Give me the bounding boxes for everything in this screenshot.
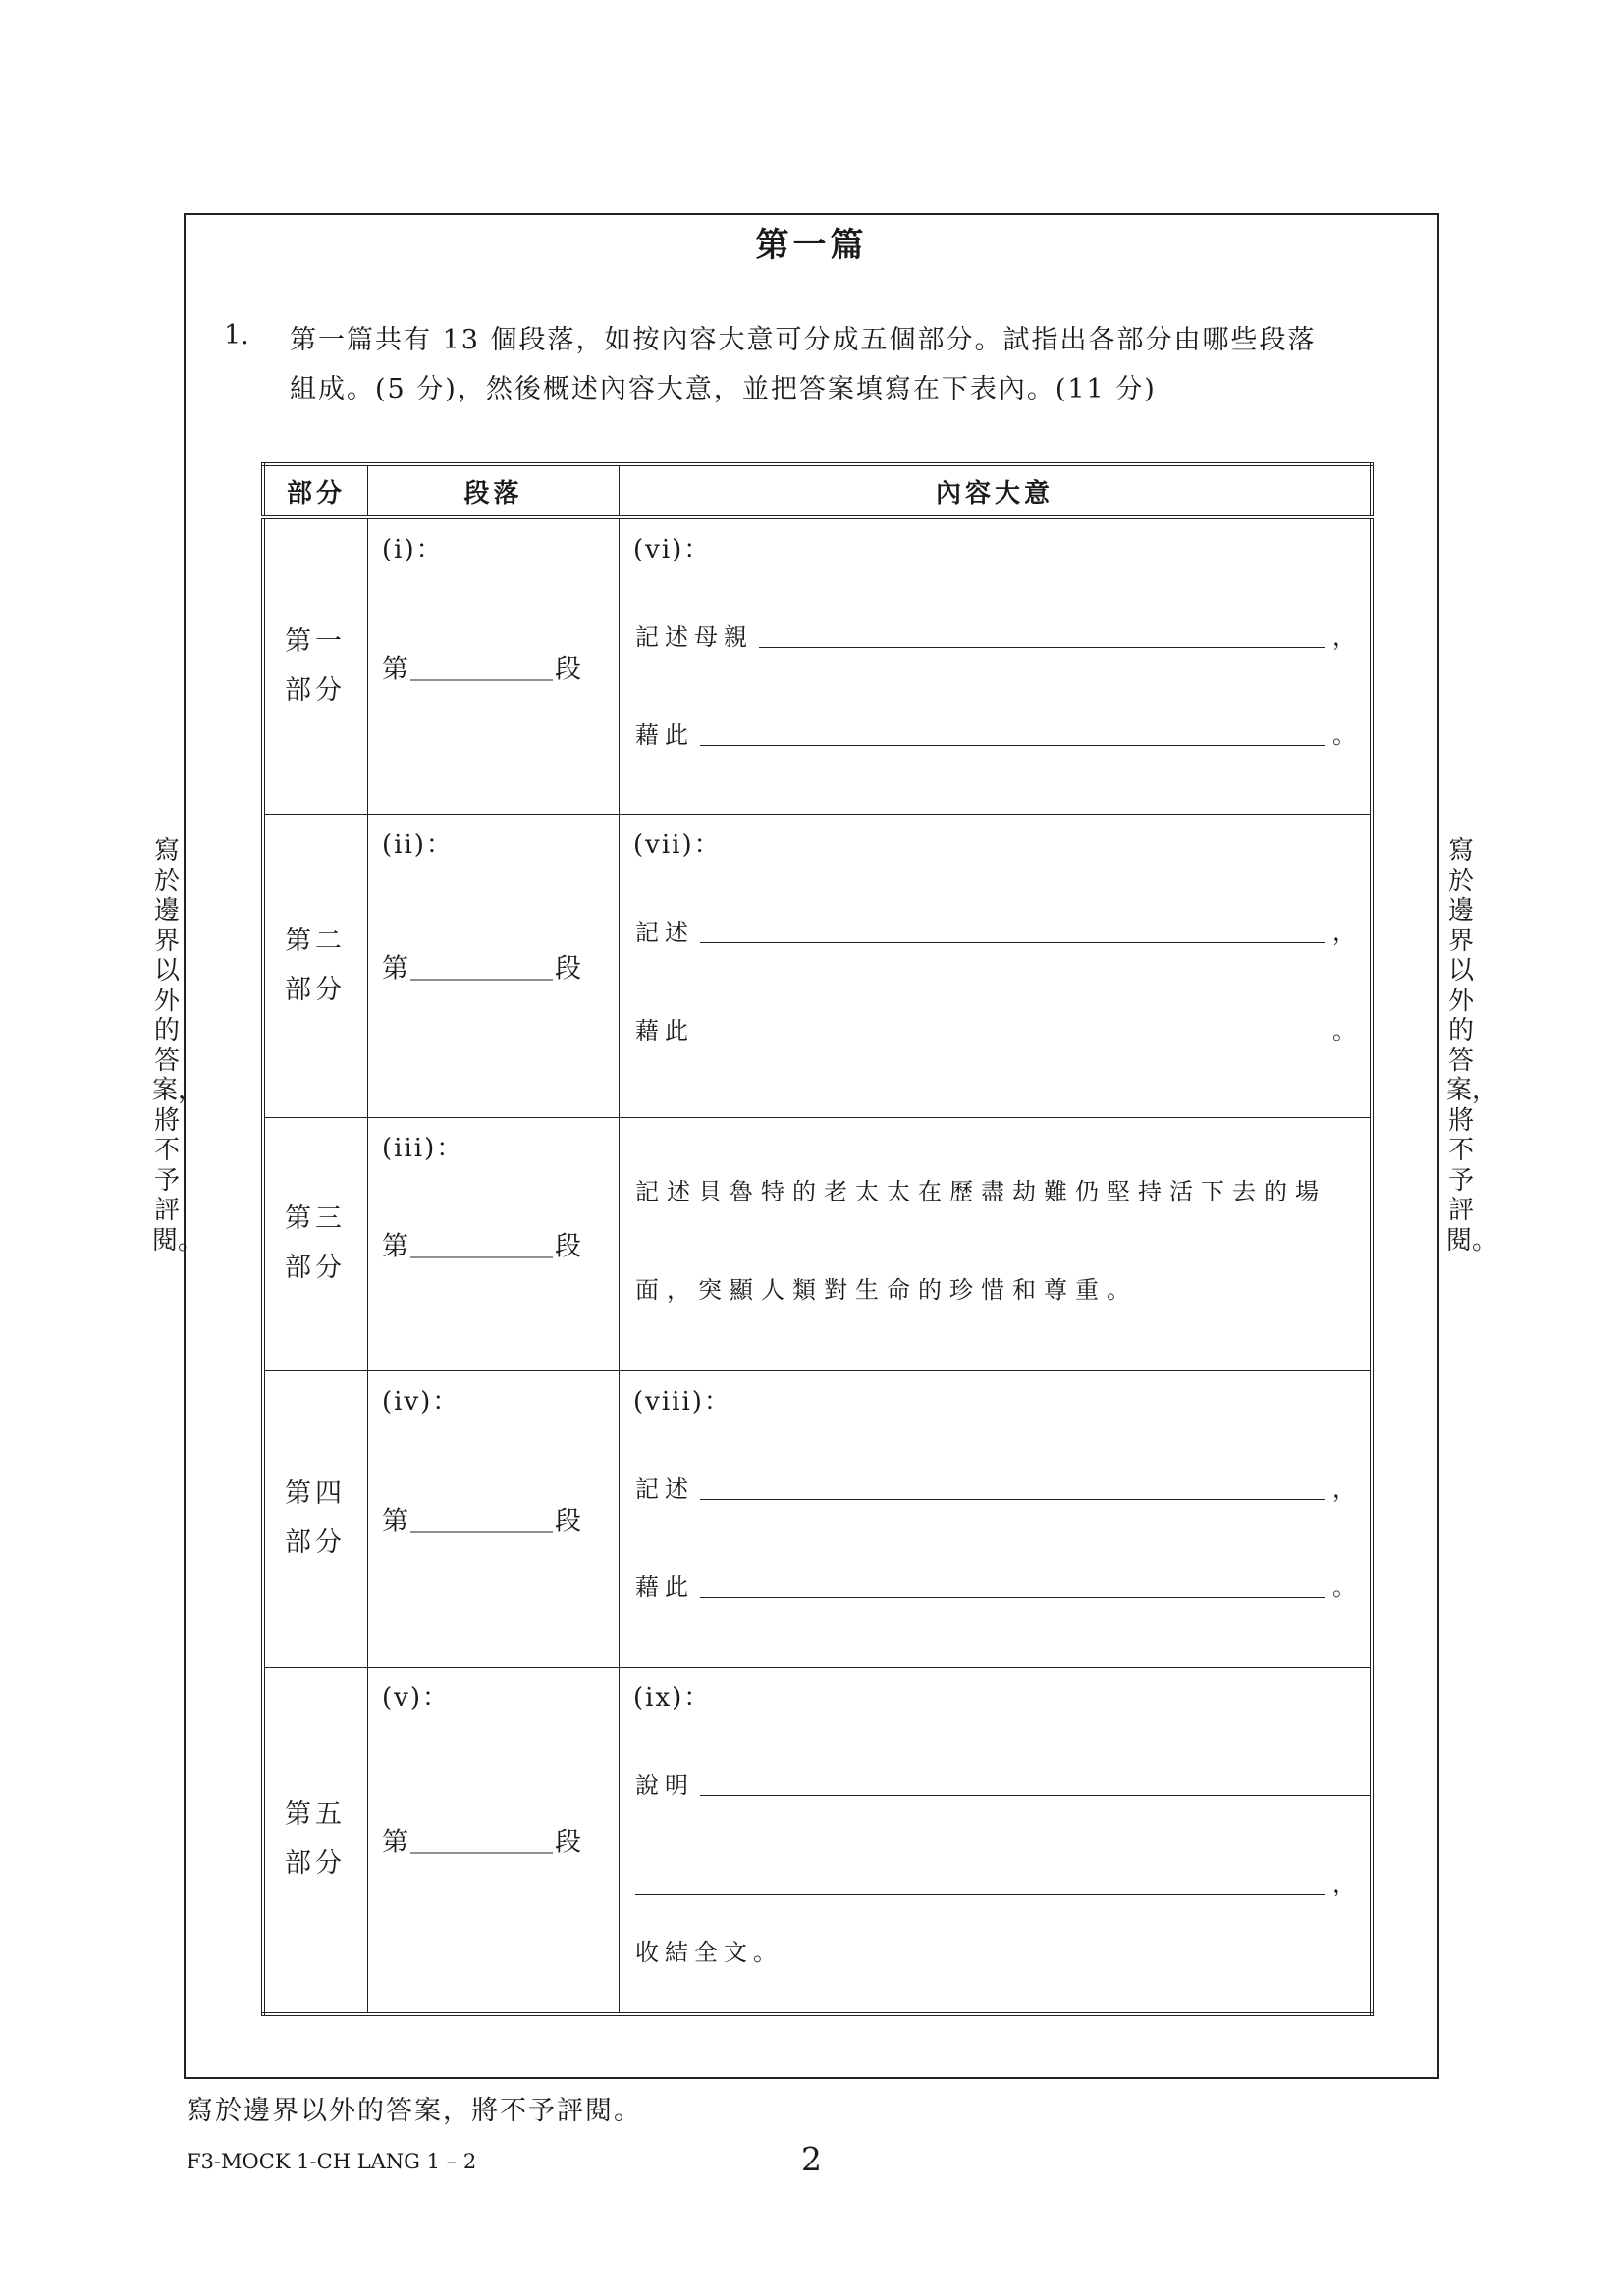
paragraph-answer-blank[interactable] — [410, 1826, 553, 1854]
question-number: 1. — [224, 320, 249, 350]
paragraph-label: (iv)： — [382, 1386, 460, 1416]
paragraph-answer-blank[interactable] — [410, 652, 553, 680]
header-part: 部分 — [263, 464, 368, 517]
paragraph-label: (v)： — [382, 1682, 450, 1713]
content-answer-line[interactable] — [635, 1868, 1325, 1895]
content-answer-line[interactable] — [700, 917, 1325, 943]
table-row — [263, 814, 1372, 1117]
content-answer-line[interactable] — [700, 720, 1325, 746]
table-row — [263, 1370, 1372, 1667]
content-label: (viii)： — [633, 1386, 731, 1416]
page-number: 2 — [801, 2140, 822, 2178]
content-label: (ix)： — [633, 1682, 712, 1713]
question-text — [290, 316, 1409, 414]
answer-table — [261, 462, 1374, 2016]
paragraph-cell: (iii)： 第 段 — [368, 1117, 620, 1370]
paragraph-answer-blank[interactable] — [410, 1230, 553, 1258]
section-title: 第一篇 — [755, 226, 868, 265]
content-cell: (viii)： 記述 ， 藉此 。 — [620, 1370, 1373, 1667]
paragraph-label: (i)： — [382, 535, 444, 564]
paragraph-cell: (ii)： 第 段 — [368, 814, 620, 1117]
paragraph-cell: (v)： 第 段 — [368, 1667, 620, 2014]
paragraph-answer-blank[interactable] — [410, 1505, 553, 1533]
part-cell: 第一 部分 — [263, 517, 368, 814]
content-label: (vii)： — [633, 829, 722, 860]
right-margin-note: 寫於邊界以外的答案，將不予評閱。 — [1446, 836, 1498, 1255]
content-answer-line[interactable] — [700, 1015, 1325, 1041]
question-text-line2: 組成。(5 分)，然後概述內容大意，並把答案填寫在下表內。(11 分) — [290, 374, 1157, 404]
paragraph-label: (ii)： — [382, 829, 454, 860]
content-answer-line[interactable] — [700, 1572, 1325, 1598]
paper-code: F3-MOCK 1-CH LANG 1 – 2 — [187, 2150, 477, 2173]
content-answer-line[interactable] — [700, 1473, 1325, 1500]
table-row — [263, 1117, 1372, 1370]
header-paragraph: 段落 — [368, 464, 620, 517]
content-cell: (vi)： 記述母親 ， 藉此 。 — [620, 517, 1373, 814]
part-cell: 第五 部分 — [263, 1667, 368, 2014]
content-given-text: 記述貝魯特的老太太在歷盡劫難仍堅持活下去的場面，突顯人類對生命的珍惜和尊重。 — [635, 1177, 1326, 1304]
paragraph-answer-blank[interactable] — [410, 951, 553, 980]
content-cell: (ix)： 說明 ， 收結全文。 — [620, 1667, 1373, 2014]
table-row — [263, 517, 1372, 814]
left-margin-note: 寫於邊界以外的答案，將不予評閱。 — [152, 836, 204, 1255]
part-cell: 第二 部分 — [263, 814, 368, 1117]
content-answer-line[interactable] — [759, 621, 1325, 648]
table-row — [263, 1667, 1372, 2014]
content-answer-line[interactable] — [700, 1770, 1370, 1796]
paragraph-cell: (iv)： 第 段 — [368, 1370, 620, 1667]
content-label: (vi)： — [633, 535, 712, 564]
part-cell: 第四 部分 — [263, 1370, 368, 1667]
question-text-line1: 第一篇共有 13 個段落，如按內容大意可分成五個部分。試指出各部分由哪些段落 — [290, 325, 1317, 355]
footer-note: 寫於邊界以外的答案，將不予評閱。 — [187, 2096, 642, 2126]
content-cell: (vii)： 記述 ， 藉此 。 — [620, 814, 1373, 1117]
header-content: 內容大意 — [620, 464, 1373, 517]
content-cell — [620, 1117, 1373, 1370]
paragraph-cell: (i)： 第 段 — [368, 517, 620, 814]
part-cell: 第三 部分 — [263, 1117, 368, 1370]
paragraph-label: (iii)： — [382, 1133, 464, 1163]
